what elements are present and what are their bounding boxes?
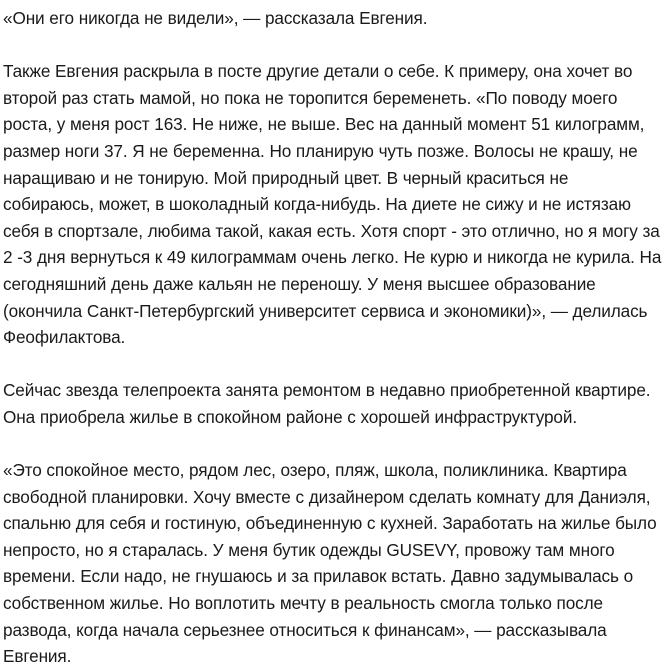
article-paragraph: Сейчас звезда телепроекта занята ремонтом в недавно приобретенной квартире. Она приобрела жилье в спокойном районе с хорошей инфраструктурой. xyxy=(3,380,651,427)
article-paragraph: «Они его никогда не видели», — рассказала Евгения. xyxy=(3,8,428,28)
article-paragraph: «Это спокойное место, рядом лес, озеро, пляж, школа, поликлиника. Квартира свободной планировки. Хочу вместе с дизайнером сделать комнату для Даниэля, спальню для себя и гостиную, объединенную с кухней. Заработать на жилье было непросто, но я старалась. У меня бутик одежды GUSEVY, провожу там много времени. Если надо, не гнушаюсь и за прилавок встать. Давно задумывалась о собственном жилье. Но воплотить мечту в реальность смогла только после развода, когда начала серьезнее относиться к финансам», — рассказывала Евгения. xyxy=(3,460,657,667)
article-body xyxy=(0,5,670,670)
article-paragraph: Также Евгения раскрыла в посте другие детали о себе. К примеру, она хочет во второй раз стать мамой, но пока не торопится беременеть. «По поводу моего роста, у меня рост 163. Не ниже, не выше. Вес на данный момент 51 килограмм, размер ноги 37. Я не беременна. Но планирую чуть позже. Волосы не крашу, не наращиваю и не тонирую. Мой природный цвет. В черный краситься не собираюсь, может, в шоколадный когда-нибудь. На диете не сижу и не истязаю себя в спортзале, любима такой, какая есть. Хотя спорт - это отлично, но я могу за 2 -3 дня вернуться к 49 килограммам очень легко. Не курю и никогда не курила. На сегодняшний день даже кальян не переношу. У меня высшее образование (окончила Санкт-Петербургский университет сервиса и экономики)», — делилась Феофилактова. xyxy=(3,61,662,348)
